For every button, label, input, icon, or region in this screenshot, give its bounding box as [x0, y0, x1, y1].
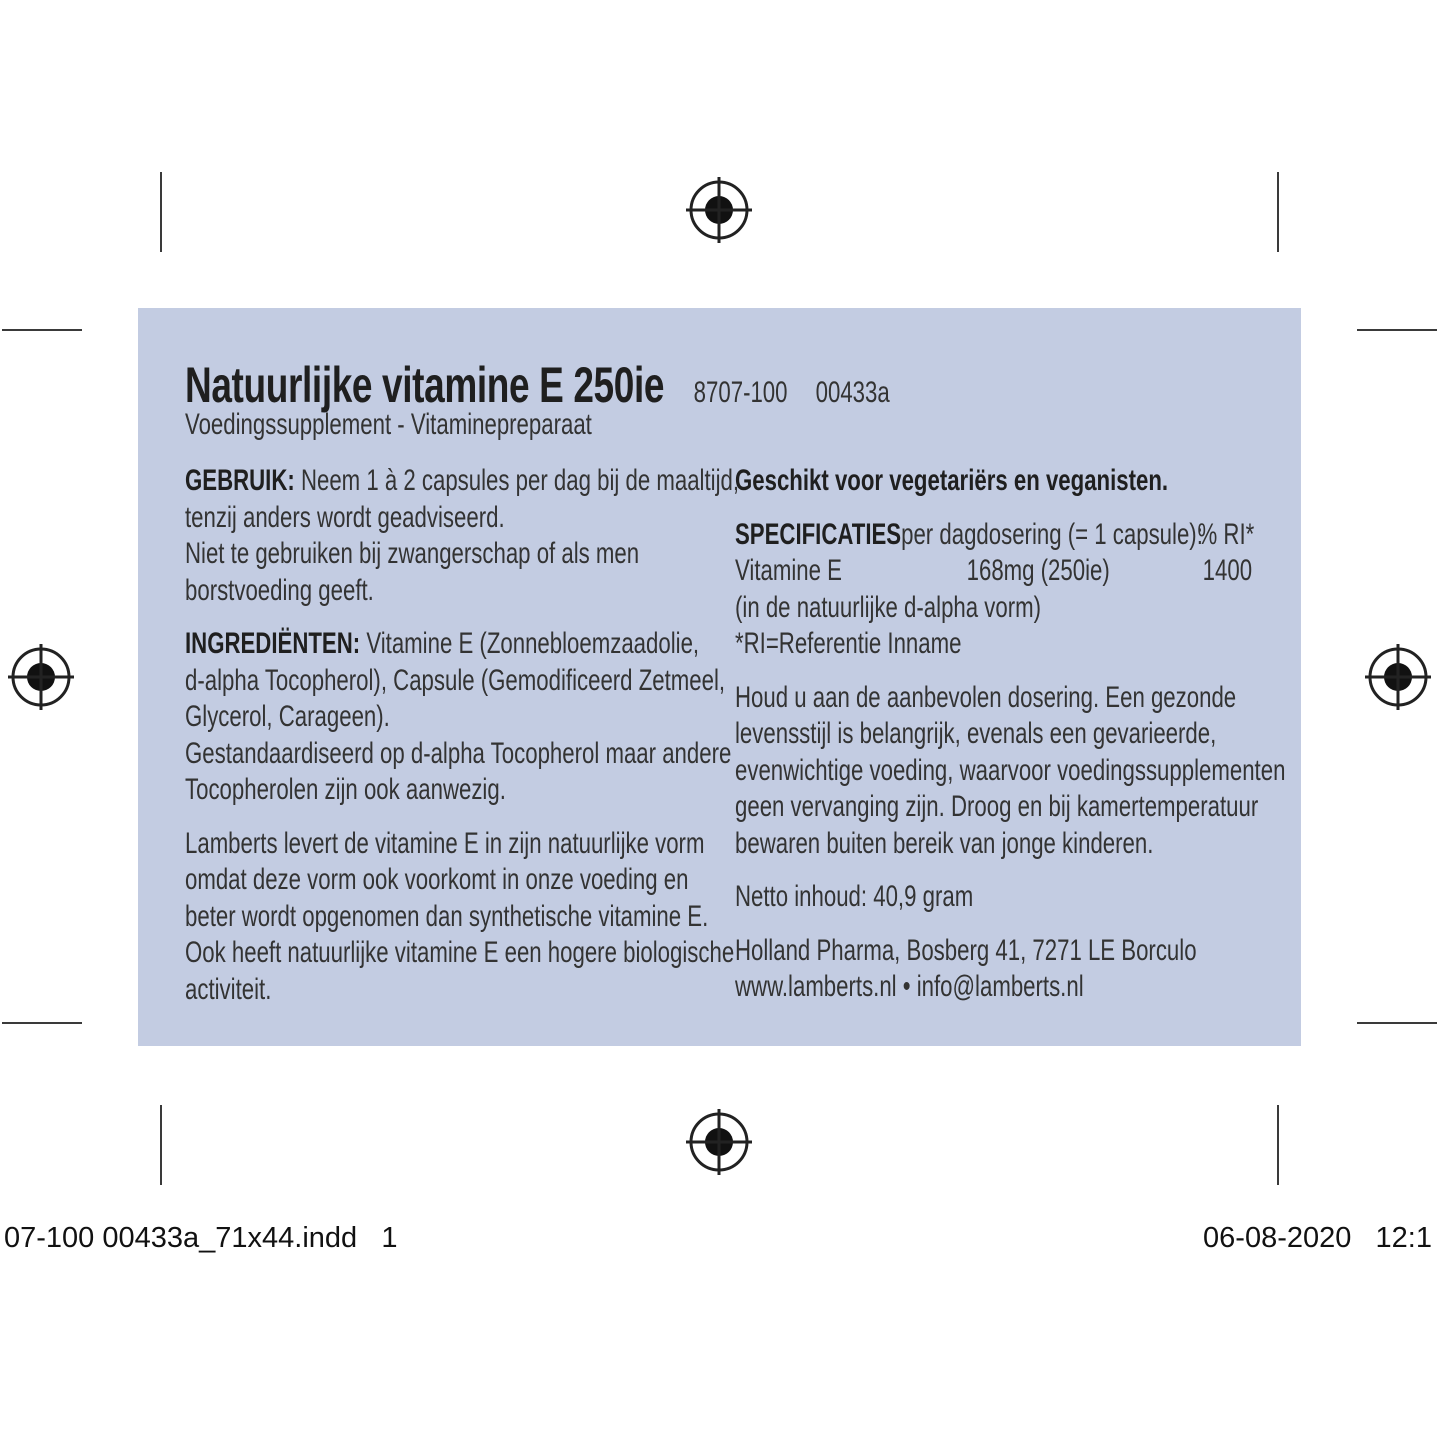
product-subtitle: Voedingssupplement - Vitaminepreparaat [185, 408, 592, 441]
date-slug: 06-08-2020 12:1 [1203, 1222, 1432, 1254]
file-slug: 07-100 00433a_71x44.indd 1 [4, 1222, 398, 1254]
registration-mark-top-icon [686, 177, 752, 243]
crop-mark-left-bottom [2, 1022, 82, 1024]
version-code: 00433a [815, 376, 890, 409]
spec-item-name: Vitamine E [735, 554, 842, 587]
product-title: Natuurlijke vitamine E 250ie [185, 357, 665, 413]
crop-mark-bottom-right [1277, 1105, 1279, 1185]
specifications-section [735, 517, 1253, 663]
company-section [735, 933, 1285, 1006]
product-code: 8707-100 [693, 376, 788, 409]
crop-mark-top-left [160, 172, 162, 252]
crop-mark-top-right [1277, 172, 1279, 252]
spec-note-form: (in de natuurlijke d-alpha vorm) [735, 590, 1042, 624]
title-row [185, 356, 1137, 416]
crop-mark-right-top [1357, 329, 1437, 331]
spec-note-ri: *RI=Referentie Inname [735, 627, 962, 660]
spec-header-row: SPECIFICATIES per dagdosering (= 1 capsule): % RI* [735, 517, 1253, 554]
usage-heading: GEBRUIK: [185, 464, 295, 497]
usage-section: GEBRUIK: Neem 1 à 2 capsules per dag bij de maaltijd, tenzij anders wordt geadviseerd. Niet te gebruiken bij zwangerschap of als men borstvoeding geeft. [185, 464, 740, 607]
company-address: Holland Pharma, Bosberg 41, 7271 LE Borculo [735, 933, 1197, 967]
product-label [138, 308, 1301, 1046]
net-content-section [735, 879, 1285, 916]
ingredients-heading: INGREDIËNTEN: [185, 627, 361, 660]
suitability-text: Geschikt voor vegetariërs en veganisten. [735, 464, 1169, 497]
registration-mark-left-icon [8, 644, 74, 710]
spec-heading: SPECIFICATIES [735, 517, 902, 551]
suitability-section [735, 463, 1285, 500]
advice-section: Houd u aan de aanbevolen dosering. Een gezonde levensstijl is belangrijk, evenals een gevarieerde, evenwichtige voeding, waarvoor voedingssupplementen geen vervanging zijn. Droog en bij kamertemperatuur bewaren buiten bereik van jonge kinderen. [735, 680, 1286, 860]
ingredients-section: INGREDIËNTEN: Vitamine E (Zonnebloemzaadolie, d-alpha Tocopherol), Capsule (Gemodificeerd Zetmeel, Glycerol, Carageen). Gestandaardiseerd op d-alpha Tocopherol maar andere Tocopherolen zijn ook aanwezig. [185, 627, 732, 806]
crop-mark-bottom-left [160, 1105, 162, 1185]
crop-mark-left-top [2, 329, 82, 331]
about-section: Lamberts levert de vitamine E in zijn natuurlijke vorm omdat deze vorm ook voorkomt in onze voeding en beter wordt opgenomen dan synthetische vitamine E. Ook heeft natuurlijke vitamine E een hogere biologische activiteit. [185, 826, 735, 1006]
net-content: Netto inhoud: 40,9 gram [735, 880, 974, 913]
registration-mark-bottom-icon [686, 1109, 752, 1175]
spec-ri-header: % RI* [1197, 517, 1255, 551]
spec-item-amount: 168mg (250ie) [966, 554, 1110, 587]
right-column [735, 463, 1440, 1023]
spec-item-row [735, 553, 1253, 590]
spec-item-ri: 1400 [1202, 554, 1253, 587]
company-web: www.lamberts.nl • info@lamberts.nl [735, 970, 1084, 1003]
